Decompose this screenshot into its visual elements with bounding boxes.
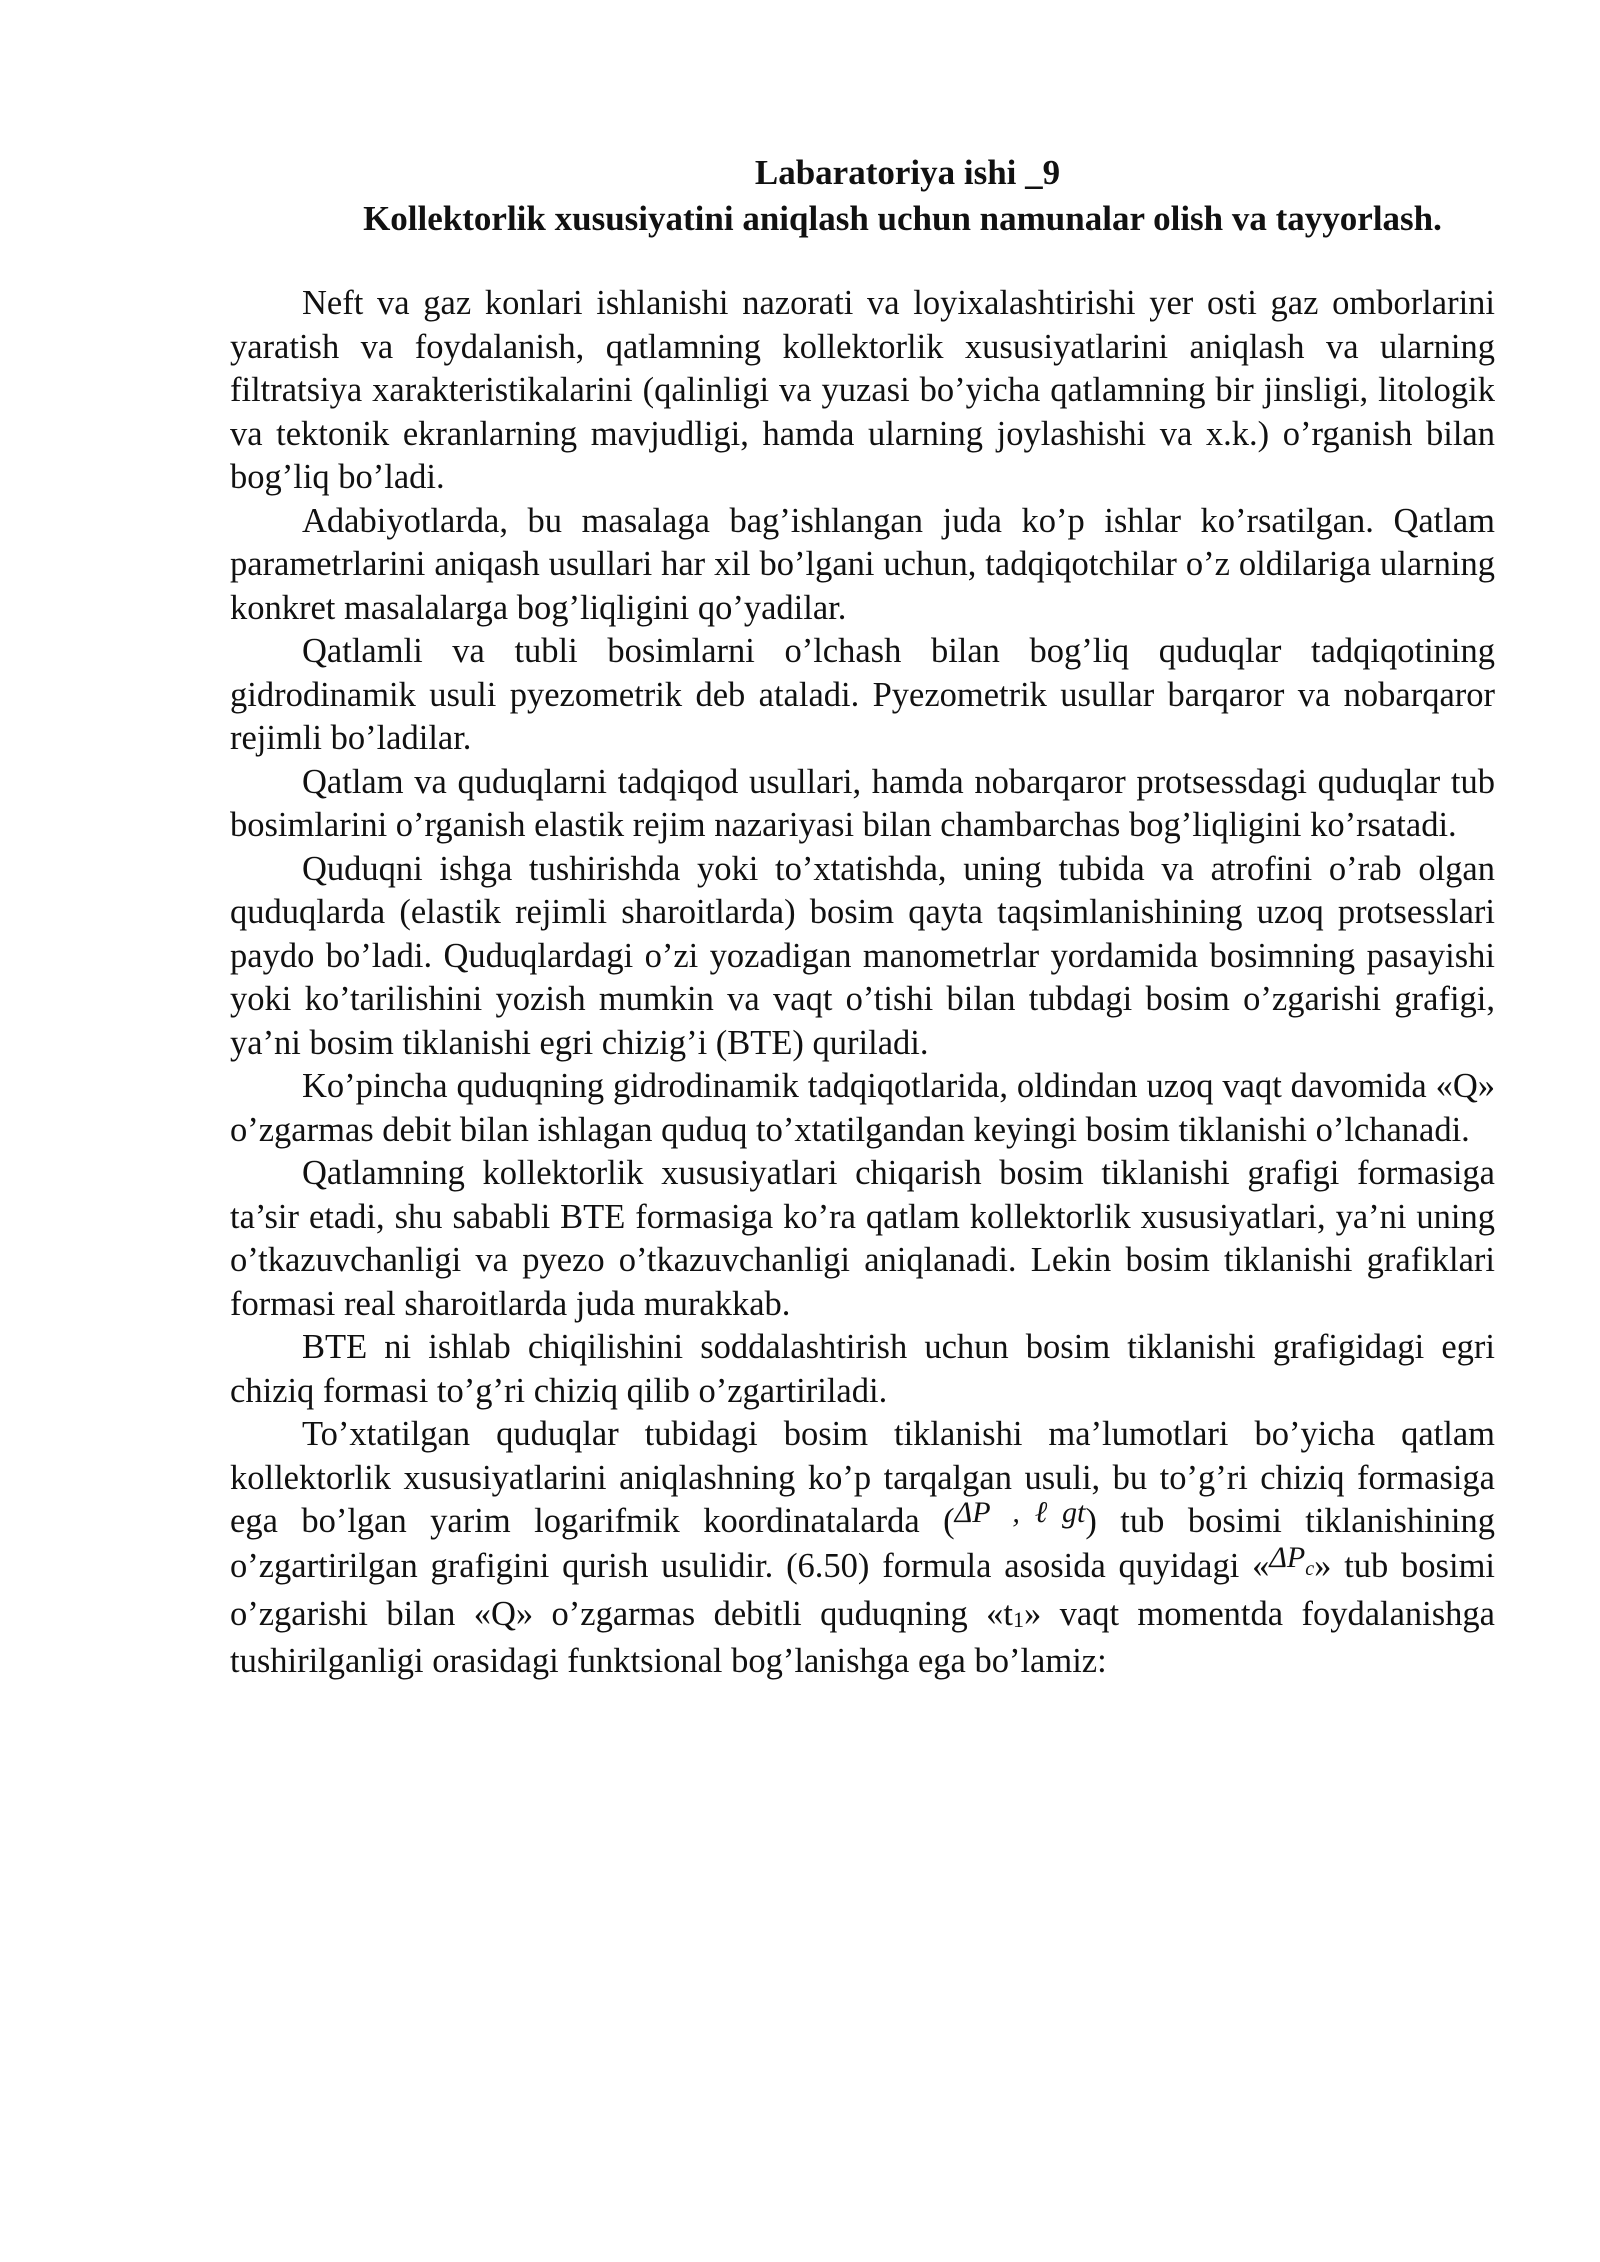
formula-dp-lgt: ΔP ,ℓgt: [954, 1496, 1086, 1529]
t1-subscript: 1: [1012, 1607, 1024, 1632]
lab-subtitle: Kollektorlik xususiyatini aniqlash uchun namunalar olish va tayyorlash.: [363, 199, 1442, 238]
paragraph-9-text-d: » vaqt momentda foydalanishga tushirilganligi orasidagi funktsional bog’lanishga ega bo’lamiz:: [230, 1595, 1495, 1680]
paragraph-8: BTE ni ishlab chiqilishini soddalashtirish uchun bosim tiklanishi grafigidagi egri chiziq formasi to’g’ri chiziq qilib o’zgartiriladi.: [230, 1328, 1495, 1410]
formula-dpc-main: ΔP: [1269, 1540, 1306, 1574]
formula-dpc: [1269, 1540, 1315, 1580]
paragraph-7: Qatlamning kollektorlik xususiyatlari chiqarish bosim tiklanishi grafigi formasiga ta’sir etadi, shu sababli BTE formasiga ko’ra qatlam kollektorlik xususiyatlari, ya’ni uning o’tkazuvchanligi va pyezo o’tkazuvchanligi aniqlanadi. Lekin bosim tiklanishi grafiklari formasi real sharoitlarda juda murakkab.: [230, 1154, 1495, 1323]
lab-title: Labaratoriya ishi _9: [754, 153, 1061, 192]
paragraph-9-text-b: ) tub bosimi tiklanishining o’zgartirilgan grafigini qurish usulidir. (6.50) formula asosida quyidagi «: [230, 1502, 1495, 1585]
paragraph-6: Ko’pincha quduqning gidrodinamik tadqiqotlarida, oldindan uzoq vaqt davomida «Q» o’zgarmas debit bilan ishlagan quduq to’xtatilgandan keyingi bosim tiklanishi o’lchanadi.: [230, 1067, 1495, 1149]
paragraph-4: Qatlam va quduqlarni tadqiqod usullari, hamda nobarqaror protsessdagi quduqlar tub bosimlarini o’rganish elastik rejim nazariyasi bilan chambarchas bog’liqligini ko’rsatadi.: [230, 762, 1495, 844]
document-page: [230, 150, 1495, 1683]
paragraph-9-text-a: To’xtatilgan quduqlar tubidagi bosim tiklanishi ma’lumotlari bo’yicha qatlam kollektorlik xususiyatlarini aniqlashning ko’p tarqalgan usuli, bu to’g’ri chiziq formasiga ega bo’lgan yarim logarifmik koordinatalarda (: [230, 1415, 1495, 1540]
paragraph-3: Qatlamli va tubli bosimlarni o’lchash bilan bog’liq quduqlar tadqiqotining gidrodinamik usuli pyezometrik deb ataladi. Pyezometrik usullar barqaror va nobarqaror rejimli bo’ladilar.: [230, 632, 1495, 757]
paragraph-2: Adabiyotlarda, bu masalaga bag’ishlangan juda ko’p ishlar ko’rsatilgan. Qatlam parametrlarini aniqash usullari har xil bo’lgani uchun, tadqiqotchilar o’z oldilariga ularning konkret masalalarga bog’liqligini qo’yadilar.: [230, 501, 1495, 627]
paragraph-1: Neft va gaz konlari ishlanishi nazorati va loyixalashtirishi yer osti gaz omborlarini yaratish va foydalanish, qatlamning kollektorlik xususiyatlarini aniqlash va ularning filtratsiya xarakteristikalarini (qalinligi va yuzasi bo’yicha qatlamning bir jinsligi, litologik va tektonik ekranlarning mavjudligi, hamda ularning joylashishi va x.k.) o’rganish bilan bog’liq bo’ladi.: [230, 284, 1495, 496]
paragraph-9: [230, 1413, 1495, 1683]
paragraph-9-text-c: » tub bosimi o’zgarishi bilan «Q» o’zgarmas debitli quduqning «t: [230, 1546, 1495, 1633]
paragraph-5: Quduqni ishga tushirishda yoki to’xtatishda, uning tubida va atrofini o’rab olgan quduqlarda (elastik rejimli sharoitlarda) bosim qayta taqsimlanishining uzoq protsesslari paydo bo’ladi. Quduqlardagi o’zi yozadigan manometrlar yordamida bosimning pasayishi yoki ko’tarilishini yozish mumkin va vaqt o’tishi bilan tubdagi bosim o’zgarishi grafigi, ya’ni bosim tiklanishi egri chizig’i (BTE) quriladi.: [230, 849, 1495, 1062]
formula-dpc-subscript: c: [1305, 1557, 1315, 1580]
